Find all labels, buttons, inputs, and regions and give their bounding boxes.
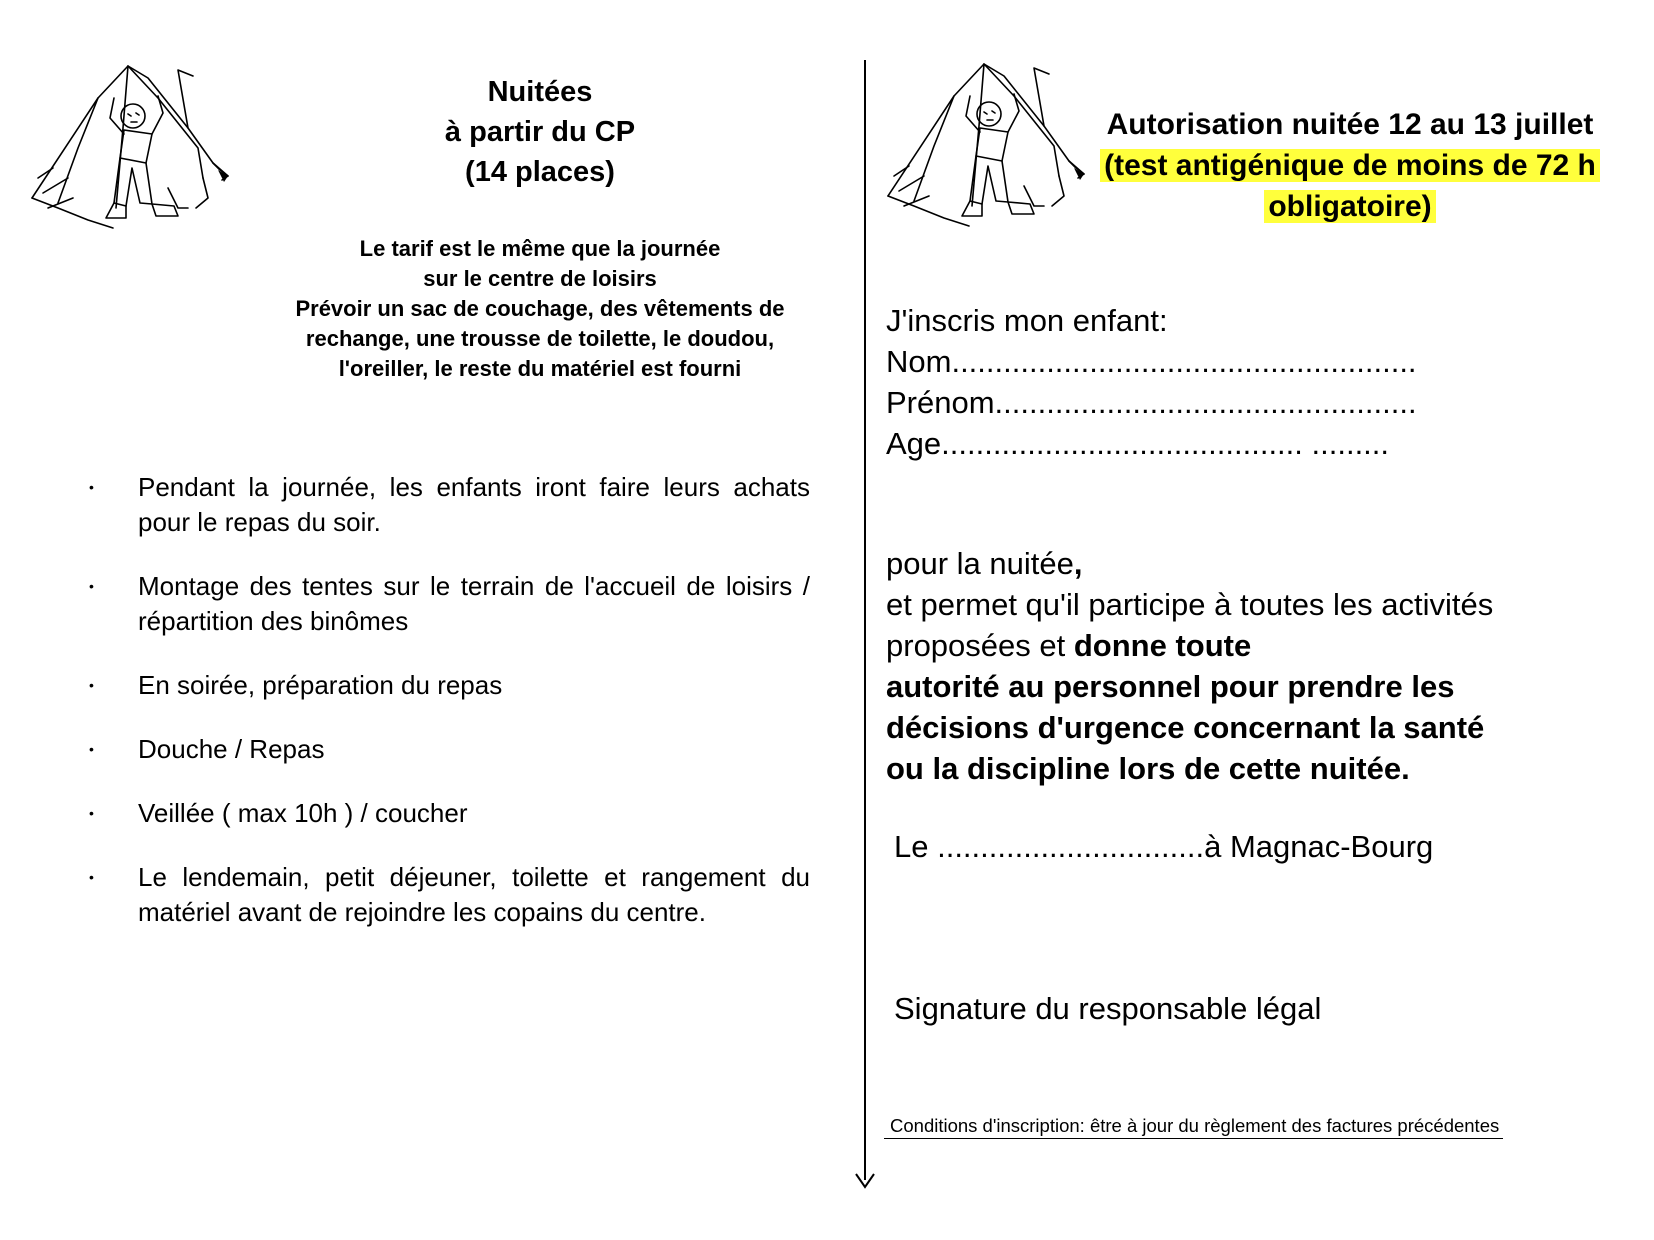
page-divider (864, 60, 866, 1180)
list-item-text: Montage des tentes sur le terrain de l'accueil de loisirs / répartition des binômes (138, 571, 810, 636)
left-title-line: (14 places) (465, 156, 615, 188)
arrow-down-icon (854, 1170, 876, 1190)
activities-list (80, 470, 810, 959)
bullet-icon: • (89, 677, 94, 693)
bullet-icon: • (89, 578, 94, 594)
left-title-line: Nuitées (487, 76, 593, 108)
list-item (80, 668, 810, 703)
bullet-icon: • (89, 805, 94, 821)
signature-label: Signature du responsable légal (894, 991, 1322, 1026)
list-item-text: En soirée, préparation du repas (138, 670, 503, 700)
auth-text: proposées et (886, 628, 1074, 663)
list-item-text: Douche / Repas (138, 734, 325, 764)
info-line: Prévoir un sac de couchage, des vêtements de (295, 296, 785, 321)
nom-field[interactable]: Nom...................................................... (886, 344, 1417, 379)
list-item (80, 796, 810, 831)
form-intro: J'inscris mon enfant: (886, 303, 1168, 338)
info-line: sur le centre de loisirs (423, 266, 657, 291)
list-item-text: Le lendemain, petit déjeuner, toilette et rangement du matériel avant de rejoindre les copains du centre. (138, 862, 810, 927)
list-item-text: Veillée ( max 10h ) / coucher (138, 798, 468, 828)
auth-text-bold: autorité au personnel pour prendre les (886, 669, 1455, 704)
bullet-icon: • (89, 479, 94, 495)
auth-text: pour la nuitée (886, 546, 1074, 581)
auth-text-bold: , (1073, 546, 1083, 581)
enrollment-form (886, 300, 1417, 464)
bullet-icon: • (89, 741, 94, 757)
list-item (80, 860, 810, 930)
list-item (80, 470, 810, 540)
authorization-title-line: Autorisation nuitée 12 au 13 juillet (1106, 108, 1594, 141)
left-title-line: à partir du CP (444, 116, 636, 148)
auth-text-bold: décisions d'urgence concernant la santé (886, 710, 1485, 745)
bullet-icon: • (89, 869, 94, 885)
tent-child-illustration (28, 58, 238, 238)
list-item-text: Pendant la journée, les enfants iront faire leurs achats pour le repas du soir. (138, 472, 810, 537)
info-line: Le tarif est le même que la journée (359, 236, 721, 261)
authorization-text (886, 543, 1606, 789)
left-info-block (230, 234, 850, 384)
auth-text-bold: donne toute (1073, 628, 1252, 663)
left-title (300, 72, 780, 192)
highlighted-requirement: (test antigénique de moins de 72 h (1100, 149, 1600, 182)
auth-text-bold: ou la discipline lors de cette nuitée. (886, 751, 1410, 786)
auth-text: et permet qu'il participe à toutes les activités (886, 587, 1494, 622)
prenom-field[interactable]: Prénom................................................. (886, 385, 1417, 420)
date-place-field[interactable]: Le ...............................à Magnac-Bourg (894, 829, 1434, 864)
authorization-title (1060, 104, 1640, 227)
list-item (80, 569, 810, 639)
info-line: l'oreiller, le reste du matériel est fourni (338, 356, 742, 381)
highlighted-requirement: obligatoire) (1264, 190, 1435, 223)
list-item (80, 732, 810, 767)
age-field[interactable]: Age.......................................... ......... (886, 426, 1390, 461)
conditions-note: Conditions d'inscription: être à jour du règlement des factures précédentes (884, 1114, 1503, 1139)
info-line: rechange, une trousse de toilette, le doudou, (305, 326, 775, 351)
